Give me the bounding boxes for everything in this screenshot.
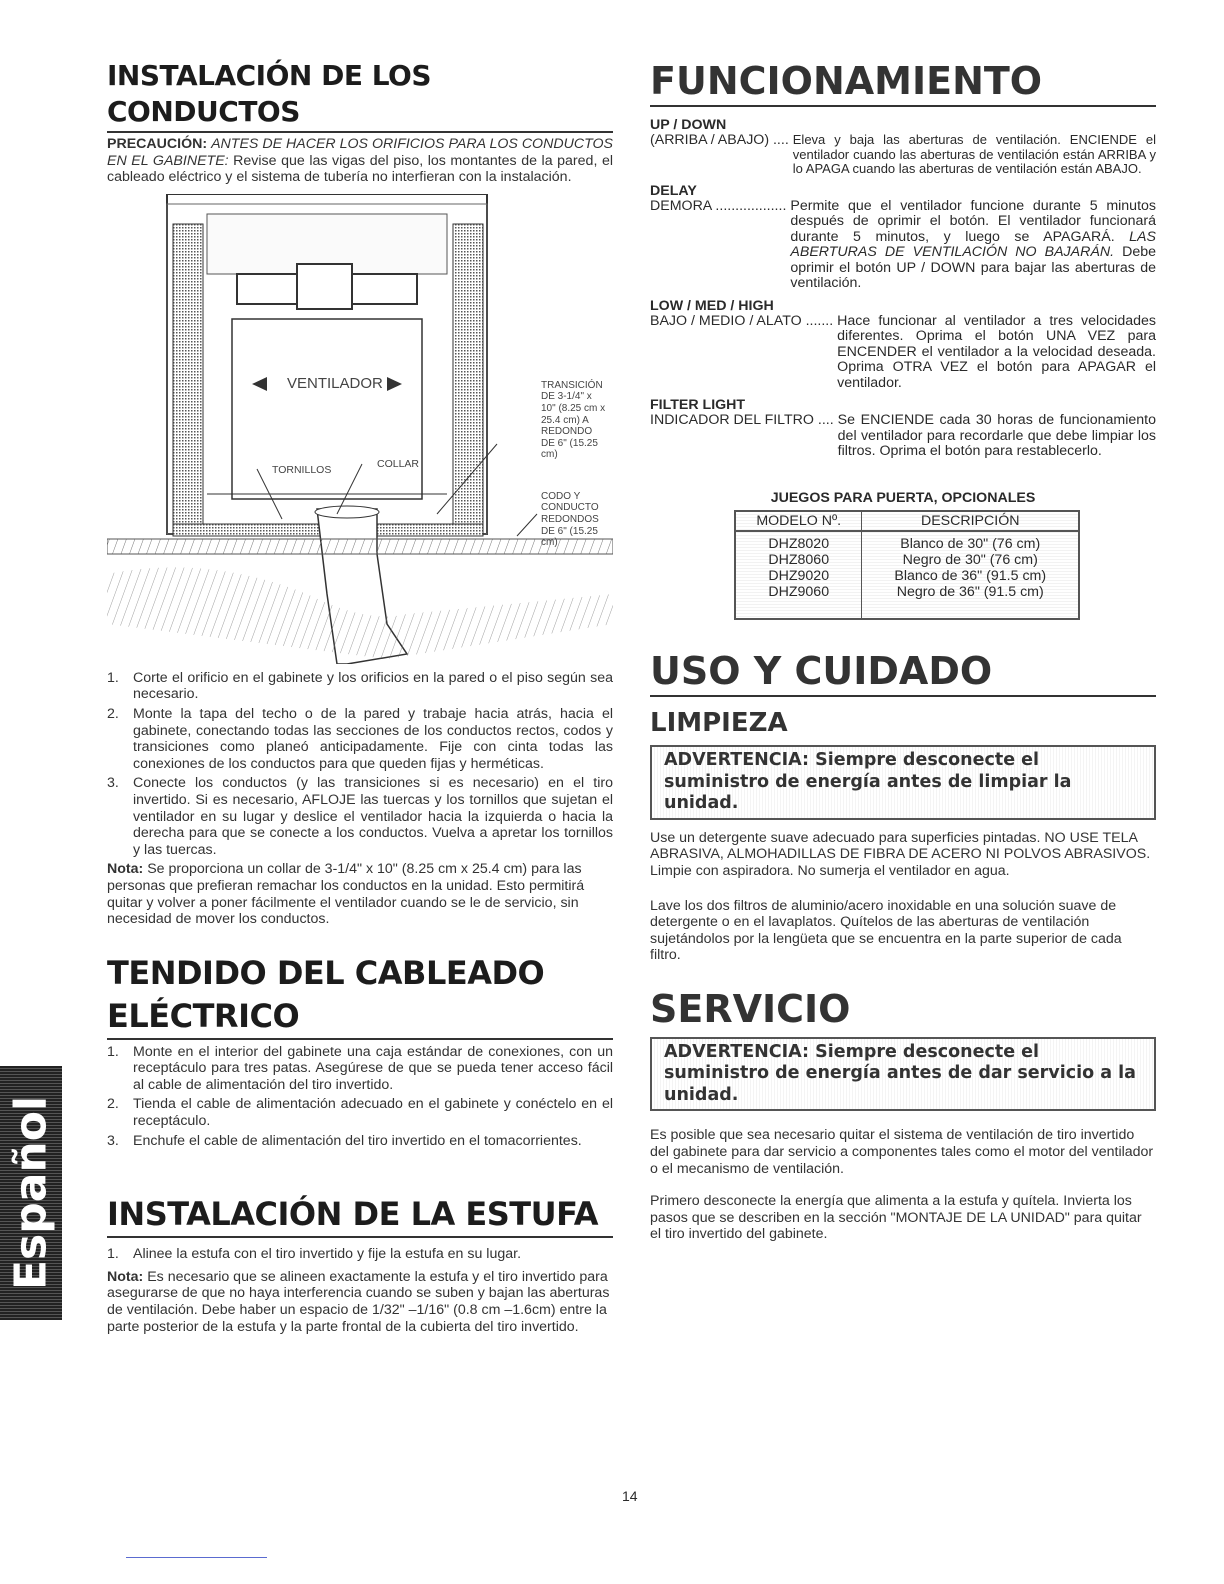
table-row [735,568,1079,584]
transition-line: DE 3-1/4" x [541,391,592,403]
caution-label: PRECAUCIÓN: [107,136,208,152]
operation-item-term: DEMORA .................. [650,197,787,214]
kits-header-desc: DESCRIPCIÓN [862,511,1079,531]
step-number: 3. [107,1132,119,1149]
step-number: 2. [107,705,119,722]
elbow-line: cm) [541,537,558,549]
operation-item-desc: Hace funcionar al ventilador a tres velocidades diferentes. Oprima el botón UNA VEZ para ENCENDER el ventilador a la velocidad deseada. Oprima OTRA VEZ el botón para APAGAR el ventilador. [837,312,1156,391]
note-text: Se proporciona un collar de 3-1/4" x 10" (8.25 cm x 25.4 cm) para las personas que prefieran remachar los conductos en la unidad. Esto permitirá quitar y volver a poner fácilmente el ventilador cuando se le de servicio, sin necesidad de mover los conductos. [107,861,585,928]
caution-italic: ANTES DE HACER LOS ORIFICIOS PARA LOS CONDUCTOS EN EL GABINETE: [107,136,613,169]
transition-line: 25.4 cm) A [541,414,589,426]
page-number: 14 [622,1488,638,1504]
step-text: Monte en el interior del gabinete una caja estándar de conexiones, con un receptáculo para tres patas. Asegúrese de que se pueda tener acceso fácil al cable de alimentación del tiro invertido. [133,1043,613,1093]
step-text: Conecte los conductos (y las transiciones si es necesario) en el tiro invertido. Si es necesario, AFLOJE las tuercas y los tornillos que sujetan el ventilador en su lugar y deslice el ventilador hacia la izquierda o hacia la derecha para que se conecte a los conductos. Vuelva a apretar los tornillos y las tuercas. [133,775,613,858]
duct-title: INSTALACIÓN DE LOS CONDUCTOS [107,58,613,133]
kit-desc: Blanco de 36" (91.5 cm) [894,567,1047,584]
kit-desc: Blanco de 30" (76 cm) [900,535,1041,552]
transition-label [541,380,605,461]
operation-item [650,397,1156,460]
step-number: 3. [107,775,119,792]
door-kits-title: JUEGOS PARA PUERTA, OPCIONALES [770,489,1036,506]
care-title: USO Y CUIDADO [650,648,1156,697]
step-number: 1. [107,1246,119,1263]
left-column [107,58,613,1335]
note-label: Nota: [107,861,144,878]
kit-desc: Negro de 36" (91.5 cm) [896,584,1044,601]
step-number: 2. [107,1096,119,1113]
transition-line: TRANSICIÓN [541,379,603,391]
table-row [735,552,1079,568]
transition-line: REDONDO [541,426,593,438]
duct-diagram-illustration [107,194,613,664]
kit-model: DHZ8020 [735,531,862,552]
operation-item [650,183,1156,292]
wiring-step [107,1133,613,1150]
wiring-step [107,1096,613,1129]
step-text: Enchufe el cable de alimentación del tiro invertido en el tomacorrientes. [133,1132,582,1149]
wiring-title-line2: ELÉCTRICO [107,995,613,1040]
wiring-step [107,1044,613,1094]
operation-item-desc [786,199,1156,292]
warning-text: ADVERTENCIA: Siempre desconecte el suministro de energía antes de dar servicio a la unidad. [664,1041,1136,1105]
desc-text: Permite que el ventilador funcione durante 5 minutos después de oprimir el botón. El ventilador funcionará durante 5 minutos, y luego se APAGARÁ. [790,197,1156,245]
operation-item-title: UP / DOWN [650,117,727,133]
fan-label: VENTILADOR [287,374,383,392]
wiring-steps [107,1044,613,1150]
range-steps [107,1246,613,1263]
elbow-line: DE 6" (15.25 [541,525,598,537]
door-kits-table [734,510,1080,621]
wiring-title-line1: TENDIDO DEL CABLEADO [107,953,545,992]
service-title: SERVICIO [650,986,851,1031]
table-row [735,531,1079,552]
service-paragraph-2: Primero desconecte la energía que alimenta a la estufa y quítela. Invierta los pasos que se describen en la sección "MONTAJE DE LA UNIDAD" para quitar el tiro invertido del gabinete. [650,1193,1142,1243]
collar-label: COLLAR [377,457,420,470]
operation-item-desc: Eleva y baja las aberturas de ventilación. ENCIENDE el ventilador cuando las aberturas de ventilación están ARRIBA y lo APAGA cuando las aberturas de ventilación están ABAJO. [792,132,1156,176]
step-number: 1. [107,669,119,686]
desc-italic: LAS ABERTURAS DE VENTILACIÓN NO BAJARÁN. [790,228,1156,260]
desc-after: Debe oprimir el botón UP / DOWN para bajar las aberturas de ventilación. [790,244,1156,291]
right-column [650,58,1156,1243]
transition-line: 10" (8.25 cm x [541,402,606,414]
language-tab-label: Español [5,1095,57,1291]
operation-item-title: DELAY [650,182,697,199]
kit-model: DHZ9060 [735,584,862,619]
duct-note [107,861,613,927]
footer-rule [126,1557,267,1558]
elbow-label [541,491,599,549]
step-text: Corte el orificio en el gabinete y los orificios en la pared o el piso según sea necesario. [133,669,613,703]
range-title: INSTALACIÓN DE LA ESTUFA [107,1193,613,1238]
language-tab [0,1066,62,1320]
transition-line: cm) [541,449,558,461]
operation-item-term: (ARRIBA / ABAJO) .... [650,132,789,148]
operation-item-term: BAJO / MEDIO / ALATO ....... [650,312,834,329]
kits-header-model: MODELO Nº. [735,511,862,531]
table-row [735,584,1079,619]
step-text: Monte la tapa del techo o de la pared y trabaje hacia atrás, hacia el gabinete, conectando todas las secciones de los conductos rectos, codos y transiciones como planeó anticipadamente. Fije con cinta todas las conexiones de los conductos para que queden fijas y herméticas. [133,705,613,772]
caution-text: Revise que las vigas del piso, los montantes de la pared, el cableado eléctrico y el sistema de tubería no interfieran con la instalación. [107,152,613,186]
step-number: 1. [107,1043,119,1060]
duct-diagram [107,194,613,664]
operation-item-title: FILTER LIGHT [650,397,746,413]
elbow-line: CONDUCTO [541,502,599,514]
service-warning [650,1037,1156,1112]
note-label: Nota: [107,1268,144,1285]
wiring-title [107,952,613,1040]
operation-list [650,117,1156,460]
duct-steps [107,670,613,859]
elbow-line: REDONDOS [541,513,599,525]
service-paragraph-1: Es posible que sea necesario quitar el sistema de ventilación de tiro invertido del gabinete para dar servicio a componentes tales como el motor del ventilador o el mecanismo de ventilación. [650,1127,1154,1177]
note-text: Es necesario que se alineen exactamente la estufa y el tiro invertido para asegurarse de que no haya interferencia cuando se suben y bajan las aberturas de ventilación. Debe haber un espacio de 1/32" –1/16" (0.8 cm –1.6cm) entre la parte posterior de la estufa y la parte frontal de la cubierta del tiro invertido. [107,1268,610,1335]
operation-item-desc: Se ENCIENDE cada 30 horas de funcionamiento del ventilador para recordarle que debe limpiar los filtros. Oprima el botón para restablecerlo. [837,412,1156,459]
duct-step [107,706,613,772]
cleaning-paragraph-1: Use un detergente suave adecuado para superficies pintadas. NO USE TELA ABRASIVA, ALMOHADILLAS DE FIBRA DE ACERO NI POLVOS ABRASIVOS. Limpie con aspiradora. No sumerja el ventilador en agua. [650,829,1151,879]
cleaning-paragraph-2: Lave los dos filtros de aluminio/acero inoxidable en una solución suave de detergente o en el lavaplatos. Quítelos de las aberturas de ventilación sujetándolos por la lengüeta que se encuentra en la parte superior de cada filtro. [650,897,1122,964]
screws-label: TORNILLOS [272,463,332,476]
duct-step [107,670,613,703]
cleaning-warning [650,745,1156,820]
caution-paragraph [107,136,613,186]
kit-model: DHZ9020 [735,568,862,584]
operation-item-title: LOW / MED / HIGH [650,297,774,314]
warning-text: ADVERTENCIA: Siempre desconecte el suministro de energía antes de limpiar la unidad. [664,750,1072,814]
operation-title: FUNCIONAMIENTO [650,58,1156,107]
transition-line: DE 6" (15.25 [541,437,598,449]
cleaning-subtitle: LIMPIEZA [650,708,788,739]
step-text: Alinee la estufa con el tiro invertido y fije la estufa en su lugar. [133,1246,522,1263]
duct-step [107,775,613,858]
kit-model: DHZ8060 [735,552,862,568]
step-text: Tienda el cable de alimentación adecuado en el gabinete y conéctelo en el receptáculo. [133,1096,613,1130]
elbow-line: CODO Y [541,490,581,502]
range-step [107,1246,613,1263]
range-note [107,1269,613,1335]
operation-item [650,117,1156,177]
operation-item [650,298,1156,392]
operation-item-term: INDICADOR DEL FILTRO .... [650,412,834,428]
kit-desc: Negro de 30" (76 cm) [902,551,1038,568]
